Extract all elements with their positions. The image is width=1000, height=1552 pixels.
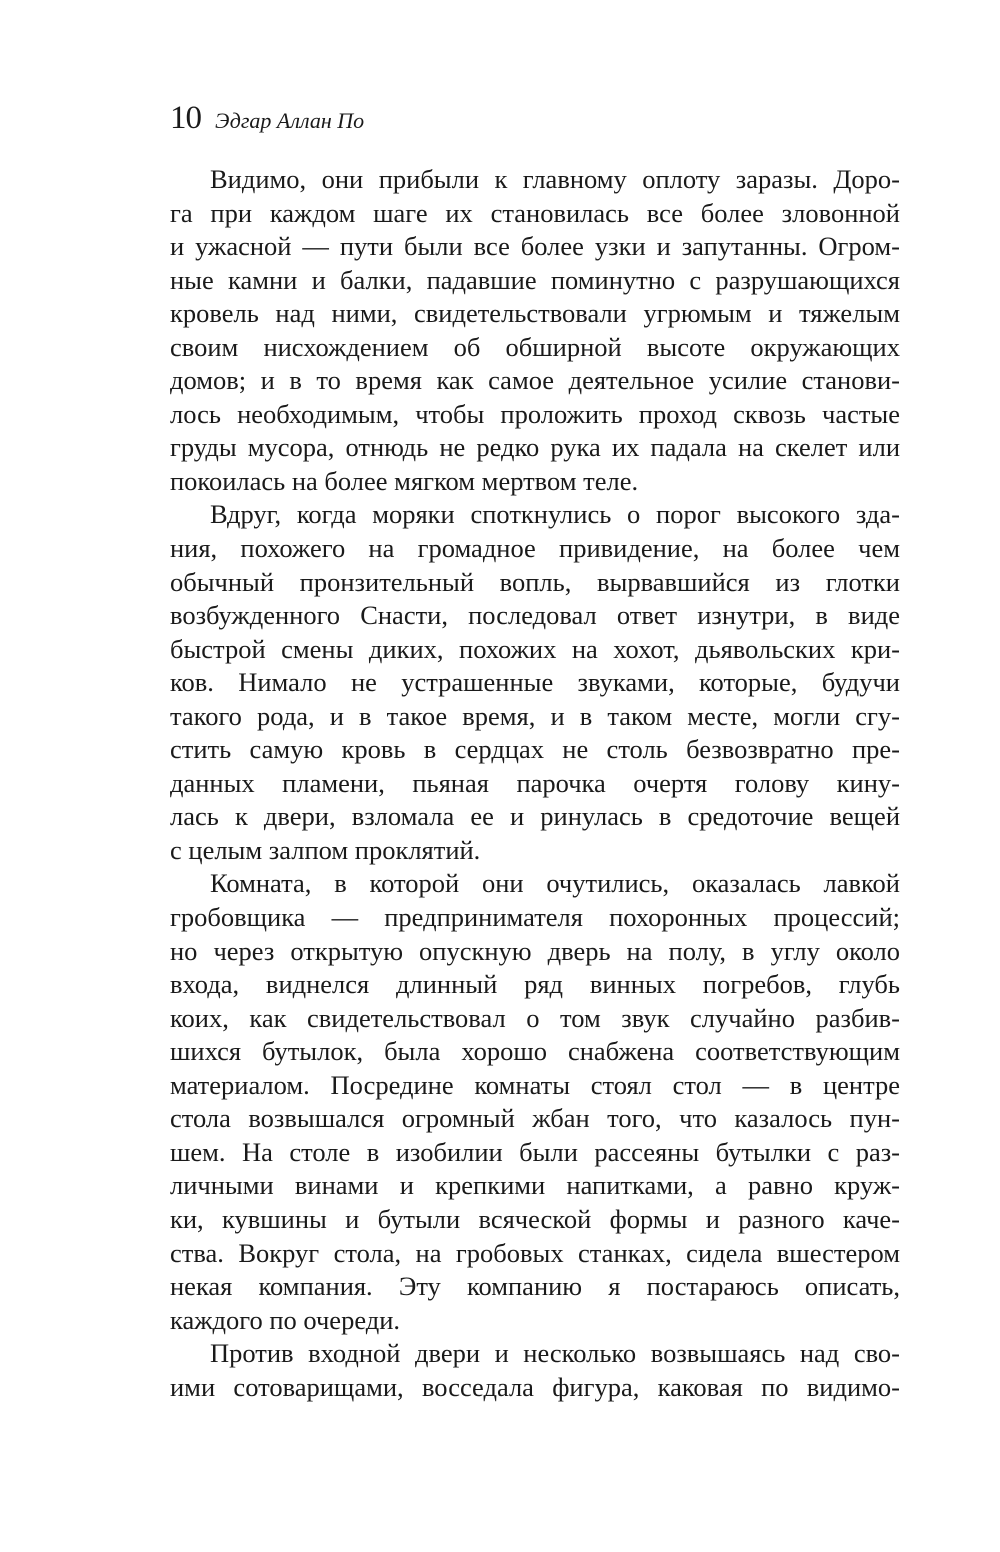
text-line: стить самую кровь в сердцах не столь безвозвратно пре-: [170, 734, 900, 765]
text-line: гробовщика — предпринимателя похоронных процессий;: [170, 902, 900, 933]
text-line: груды мусора, отнюдь не редко рука их падала на скелет или: [170, 432, 900, 463]
text-line: коих, как свидетельствовал о том звук случайно разбив-: [170, 1002, 900, 1033]
text-line: домов; и в то время как самое деятельное усилие станови-: [170, 365, 900, 396]
text-line: материалом. Посредине комнаты стоял стол — в центре: [170, 1069, 900, 1100]
text-line: ими сотоварищами, восседала фигура, каковая по видимо-: [170, 1371, 900, 1402]
text-line: каждого по очереди.: [170, 1304, 401, 1335]
text-line: некая компания. Эту компанию я постараюсь описать,: [170, 1271, 900, 1302]
paragraph: [170, 498, 900, 867]
text-line: кровель над ними, свидетельствовали угрюмым и тяжелым: [170, 298, 900, 329]
text-line: ков. Нимало не устрашенные звуками, которые, будучи: [170, 667, 900, 698]
text-line: лась к двери, взломала ее и ринулась в средоточие вещей: [170, 801, 900, 832]
text-line: входа, виднелся длинный ряд винных погребов, глубь: [170, 969, 900, 1000]
text-line: покоилась на более мягком мертвом теле.: [170, 465, 639, 496]
text-line: своим нисхождением об обширной высоте окружающих: [170, 331, 900, 362]
text-line: с целым залпом проклятий.: [170, 834, 481, 865]
text-line: стола возвышался огромный жбан того, что казалось пун-: [170, 1103, 900, 1134]
paragraph: [170, 1337, 900, 1404]
paragraph: [170, 867, 900, 1337]
text-line: такого рода, и в такое время, и в таком месте, могли сгу-: [170, 700, 900, 731]
text-line: Комната, в которой они очутились, оказалась лавкой: [210, 868, 900, 899]
running-header: [170, 98, 364, 138]
text-line: лось необходимым, чтобы проложить проход сквозь частые: [170, 398, 900, 429]
text-line: возбужденного Снасти, последовал ответ изнутри, в виде: [170, 600, 900, 631]
text-line: и ужасной — пути были все более узки и запутанны. Огром-: [170, 231, 900, 262]
text-line: шем. На столе в изобилии были рассеяны бутылки с раз-: [170, 1136, 900, 1167]
text-line: ства. Вокруг стола, на гробовых станках, сидела вшестером: [170, 1237, 900, 1268]
text-line: Видимо, они прибыли к главному оплоту заразы. Доро-: [210, 164, 900, 194]
text-line: личными винами и крепкими напитками, а равно круж-: [170, 1170, 900, 1201]
text-line: но через открытую опускную дверь на полу, в углу около: [170, 935, 900, 966]
text-line: обычный пронзительный вопль, вырвавшийся из глотки: [170, 566, 900, 597]
text-line: ки, кувшины и бутыли всяческой формы и разного каче-: [170, 1203, 900, 1234]
text-line: Вдруг, когда моряки споткнулись о порог высокого зда-: [210, 499, 900, 530]
text-line: быстрой смены диких, похожих на хохот, дьявольских кри-: [170, 633, 900, 664]
text-line: Против входной двери и несколько возвышаясь над сво-: [210, 1338, 900, 1369]
page-number: 10: [170, 100, 201, 136]
body-text: [170, 163, 900, 1404]
running-title: Эдгар Аллан По: [215, 108, 365, 133]
text-line: данных пламени, пьяная парочка очертя голову кину-: [170, 767, 900, 798]
paragraph: [170, 163, 900, 498]
text-line: ные камни и балки, падавшие поминутно с разрушающихся: [170, 264, 900, 295]
text-line: га при каждом шаге их становилась все более зловонной: [170, 197, 900, 228]
text-line: шихся бутылок, была хорошо снабжена соответствующим: [170, 1036, 900, 1067]
text-line: ния, похожего на громадное привидение, на более чем: [170, 533, 900, 564]
